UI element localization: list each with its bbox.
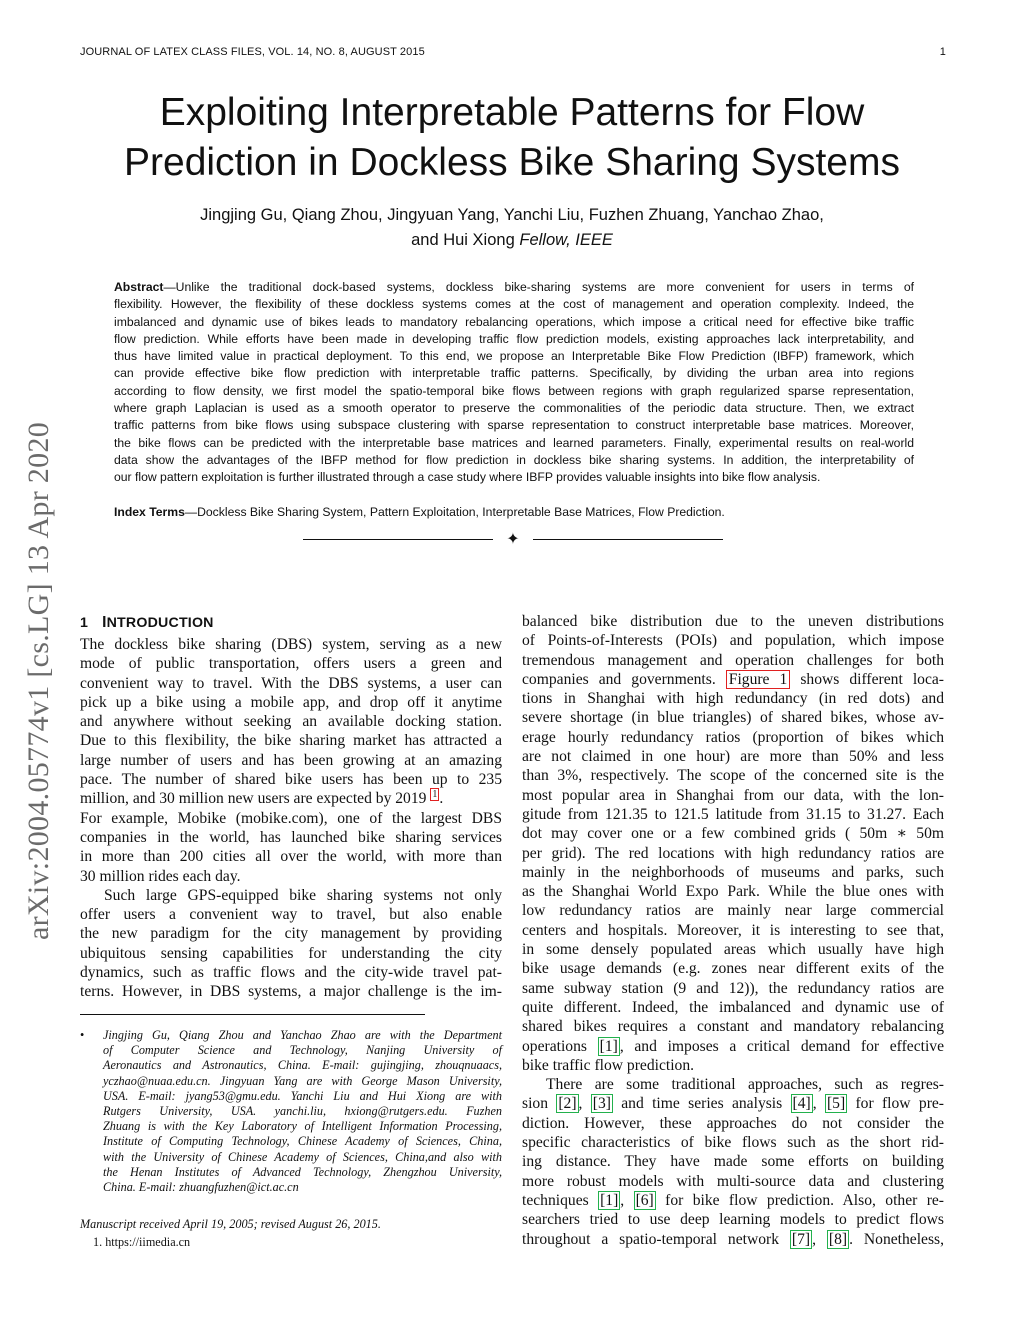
body-line: companies in the world, has launched bike sharing services	[80, 828, 502, 846]
citation-link[interactable]: [1]	[600, 1191, 619, 1209]
bullet-icon: •	[80, 1028, 85, 1042]
body-line: tremendous management and operation challenges for both	[522, 651, 944, 669]
affiliation-line: the Henan Institutes of Advanced Technology, Zhengzhou University,	[103, 1164, 502, 1179]
body-text: companies and governments.	[522, 670, 716, 688]
footnote-link[interactable]: 1	[432, 789, 438, 801]
body-line: mode of public transportation, offers users a green and	[80, 655, 502, 673]
citation-link[interactable]: [8]	[828, 1230, 848, 1248]
citation-link[interactable]: [7]	[791, 1230, 811, 1248]
abstract-line: thus have limited value in practical deployment. To this end, we propose an Interpretable Bike Flow Prediction (IBFP) framework, which	[114, 349, 914, 364]
body-text: operations	[522, 1037, 587, 1055]
journal-name: JOURNAL OF LATEX CLASS FILES, VOL. 14, NO. 8, AUGUST 2015	[80, 46, 425, 58]
affiliation-line: Aeronautics and Astronautics, China. E-mail: gujingjing, zhouqnuaacs,	[103, 1058, 502, 1073]
body-line: tions in Shanghai with high redundancy (in red dots) and	[522, 690, 944, 708]
abstract-line: the bike flows can be predicted with the interpretable base matrices and learned parameters. Finally, experimental results on real-world	[114, 435, 914, 450]
body-line	[522, 1191, 944, 1210]
section-title-rest: NTRODUCTION	[106, 615, 214, 631]
body-line: Due to this flexibility, the bike sharing market has attracted a	[80, 732, 502, 750]
body-text: for bike flow prediction. Also, other re-	[665, 1191, 945, 1209]
body-line	[80, 789, 502, 808]
abstract-line: data show the advantages of the IBFP method for flow prediction in dockless bike sharing systems. In addition, the interpretability of	[114, 452, 914, 467]
body-text: , and imposes a critical demand for effective	[619, 1037, 944, 1055]
body-line: as the Shanghai World Expo Park. While the blue ones with	[522, 883, 944, 901]
body-line: diction. However, these approaches do not consider the	[522, 1114, 944, 1132]
abstract-line: imbalanced and dynamic use of bikes leads to mandatory rebalancing operations, which impose a critical need for effective bike traffic	[114, 314, 914, 329]
footnote-rule	[80, 1014, 425, 1015]
manuscript-note: Manuscript received April 19, 2005; revised August 26, 2015.	[80, 1217, 381, 1231]
body-line: most popular area in Shanghai from our data, with the lon-	[522, 786, 944, 804]
authors-line-2	[60, 228, 964, 253]
body-line: searchers tried to use deep learning models to predict flows	[522, 1211, 944, 1229]
body-line	[522, 1094, 944, 1113]
abstract-line: flow prediction. While efforts have been made in developing traffic flow prediction models, existing approaches lack interpretability, and	[114, 331, 914, 346]
divider-rule-right	[533, 539, 723, 540]
body-text: for flow pre-	[855, 1095, 944, 1113]
index-terms-text: —Dockless Bike Sharing System, Pattern Exploitation, Interpretable Base Matrices, Flow Prediction.	[184, 505, 725, 519]
abstract-line: flexibility. However, the flexibility of these dockless systems comes at the cost of management and operation complexity. Indeed, the	[114, 297, 914, 312]
body-line: ing distance. They have made some efforts on building	[522, 1153, 944, 1171]
abstract-line: our flow pattern exploitation is further illustrated through a case study where IBFP provides valuable insights into bike flow analysis.	[114, 470, 821, 485]
body-line: quite different. Indeed, the imbalanced and dynamic use of	[522, 998, 944, 1016]
affiliation-line: Jingjing Gu, Qiang Zhou and Yanchao Zhao are with the Department	[103, 1028, 502, 1042]
body-line: For example, Mobike (mobike.com), one of the largest DBS	[80, 809, 502, 827]
body-line	[522, 1230, 944, 1249]
abstract	[114, 279, 914, 487]
affiliation-line: yczhao@nuaa.edu.cn. Jingyuan Yang are with George Mason University,	[103, 1073, 502, 1088]
body-line: mainly in the neighborhoods of museums and parks, such	[522, 863, 944, 881]
body-line: more robust models with multi-source data and clustering	[522, 1172, 944, 1190]
body-line: than 3%, respectively. The scope of the concerned site is the	[522, 767, 944, 785]
body-line: severe shortage (in blue triangles) of shared bikes, whose av-	[522, 709, 944, 727]
fellow-title: Fellow, IEEE	[519, 231, 613, 249]
citation-link[interactable]: [6]	[635, 1191, 654, 1209]
body-line: are not claimed in one hour) are more than 50% and less	[522, 748, 944, 766]
citation-link[interactable]: [1]	[599, 1037, 618, 1055]
body-line: specific characteristics of bike flows such as the short rid-	[522, 1134, 944, 1152]
body-line: convenient way to travel. With the DBS systems, a user can	[80, 674, 502, 692]
punctuation: ,	[812, 1095, 817, 1113]
body-line: offer users a convenient way to travel, but also enable	[80, 906, 502, 924]
index-terms-label: Index Terms	[114, 505, 185, 519]
citation-link[interactable]: [5]	[826, 1095, 846, 1113]
citation-link[interactable]: [2]	[558, 1095, 577, 1113]
section-divider	[303, 530, 723, 550]
body-line: balanced bike distribution due to the uneven distributions	[522, 613, 944, 630]
body-line: centers and hospitals. Moreover, it is interesting to see that,	[522, 921, 944, 939]
body-line: Such large GPS-equipped bike sharing systems not only	[104, 886, 502, 904]
figure-link[interactable]: Figure 1	[726, 670, 791, 689]
right-column	[522, 612, 944, 1249]
title-line-2: Prediction in Dockless Bike Sharing Systems	[124, 141, 900, 184]
abstract-line	[114, 279, 914, 296]
footnote: 1. https://iimedia.cn	[93, 1235, 191, 1249]
affiliation-line: China. E-mail: zhuangfuzhen@ict.ac.cn	[103, 1180, 299, 1195]
running-header	[80, 46, 946, 58]
body-text: shows different loca-	[800, 670, 944, 688]
authors-line-1: Jingjing Gu, Qiang Zhou, Jingyuan Yang, Yanchi Liu, Fuzhen Zhuang, Yanchao Zhao,	[200, 206, 824, 224]
citation-link[interactable]: [4]	[792, 1095, 811, 1113]
divider-rule-left	[303, 539, 493, 540]
body-text: million, and 30 million new users are expected by 2019	[80, 790, 427, 808]
punctuation: ,	[812, 1230, 816, 1248]
abstract-text: —Unlike the traditional dock-based systems, dockless bike-sharing systems are more convenient for users in terms of	[163, 280, 914, 294]
page-number: 1	[939, 46, 946, 58]
citation-link[interactable]: [3]	[592, 1095, 611, 1113]
affiliation-line: Zhuang is with the Key Laboratory of Intelligent Information Processing,	[103, 1119, 502, 1134]
abstract-line: traffic patterns from bike flows using subspace clustering with sparse representation to construct interpretable base matrices. Moreover,	[114, 418, 914, 433]
affiliation-line: with the University of Chinese Academy of Sciences, China,and also with	[103, 1149, 502, 1164]
abstract-line: can provide effective bike flow prediction with interpretable traffic patterns. Specifically, by dividing the urban area into regions	[114, 366, 914, 381]
punctuation: .	[439, 790, 444, 808]
body-line: terns. However, in DBS systems, a major challenge is the im-	[80, 983, 502, 1001]
body-line: in more than 200 cities all over the world, with more than	[80, 848, 502, 866]
body-line: the new paradigm for the city management by providing	[80, 925, 502, 943]
body-line	[522, 1037, 944, 1056]
section-heading	[80, 610, 502, 635]
body-line: per grid). The red locations with high redundancy ratios are	[522, 844, 944, 862]
body-line: large number of users and has been growing at an amazing	[80, 751, 502, 769]
body-line: The dockless bike sharing (DBS) system, serving as a new	[80, 636, 502, 653]
abstract-label: Abstract	[114, 280, 164, 294]
arxiv-identifier: arXiv:2004.05774v1 [cs.LG] 13 Apr 2020	[22, 421, 55, 940]
body-line: gitude from 121.35 to 121.5 latitude from 31.15 to 31.27. Each	[522, 805, 944, 823]
body-line: same subway station (9 and 12)), the redundancy ratios are	[522, 979, 944, 997]
left-column	[80, 610, 502, 1002]
body-line: erage hourly redundancy ratios (proportion of bikes which	[522, 728, 944, 746]
index-terms	[114, 505, 914, 519]
affiliation-line: of Computer Science and Technology, Nanjing University of	[103, 1043, 502, 1058]
body-line: bike traffic flow prediction.	[522, 1056, 695, 1074]
body-text: sion	[522, 1095, 548, 1113]
section-number: 1	[80, 615, 89, 631]
author-list	[60, 203, 964, 253]
authors-last-name: and Hui Xiong	[411, 231, 515, 249]
body-text: throughout a spatio-temporal network	[522, 1230, 779, 1248]
body-line: bike usage demands (e.g. zones near different exits of the	[522, 960, 944, 978]
body-text: techniques	[522, 1191, 589, 1209]
punctuation: ,	[578, 1095, 583, 1113]
punctuation: ,	[620, 1191, 625, 1209]
body-line: of Points-of-Interests (POIs) and population, which impose	[522, 632, 944, 650]
author-affiliations	[80, 1028, 502, 1195]
affiliation-line: USA. E-mail: jyang53@gmu.edu. Yanchi Liu and Hui Xiong are with	[103, 1088, 502, 1103]
divider-diamond-icon: ✦	[506, 531, 520, 548]
body-line: and anywhere without seeking an available docking station.	[80, 713, 502, 731]
body-line: There are some traditional approaches, such as regres-	[546, 1076, 944, 1094]
body-line: ubiquitous sensing capabilities for understanding the city	[80, 944, 502, 962]
body-line: pace. The number of shared bike users has been up to 235	[80, 771, 502, 789]
abstract-line: where graph Laplacian is used as a smooth operator to preserve the commonalities of the periodic data structure. Then, we extract	[114, 401, 914, 416]
body-text: . Nonetheless,	[849, 1230, 945, 1248]
affiliation-line: Institute of Computing Technology, Chinese Academy of Sciences, China,	[103, 1134, 502, 1149]
body-line: shared bikes requires a constant and mandatory rebalancing	[522, 1018, 944, 1036]
body-line: low redundancy ratios are mainly near large commercial	[522, 902, 944, 920]
body-line: dot may cover one or a few combined grids ( 50m ∗ 50m	[522, 825, 944, 843]
title-line-1: Exploiting Interpretable Patterns for Flow	[159, 91, 865, 134]
affiliation-line: Rutgers University, USA. yanchi.liu, hxiong@rutgers.edu. Fuzhen	[103, 1104, 502, 1119]
body-line	[522, 670, 944, 689]
body-line: dynamics, such as traffic flows and the city-wide travel pat-	[80, 964, 502, 982]
body-line: in some densely populated areas which usually have high	[522, 941, 944, 959]
body-line: pick up a bike using a mobile app, and drop off it anytime	[80, 693, 502, 711]
body-text: and time series analysis	[621, 1095, 783, 1113]
paper-title	[60, 88, 964, 188]
body-line: 30 million rides each day.	[80, 867, 241, 885]
abstract-line: according to flow density, we first model the spatio-temporal bike flows between regions with graph regularized sparse representation,	[114, 383, 914, 398]
section-title-initial: I	[102, 614, 107, 631]
